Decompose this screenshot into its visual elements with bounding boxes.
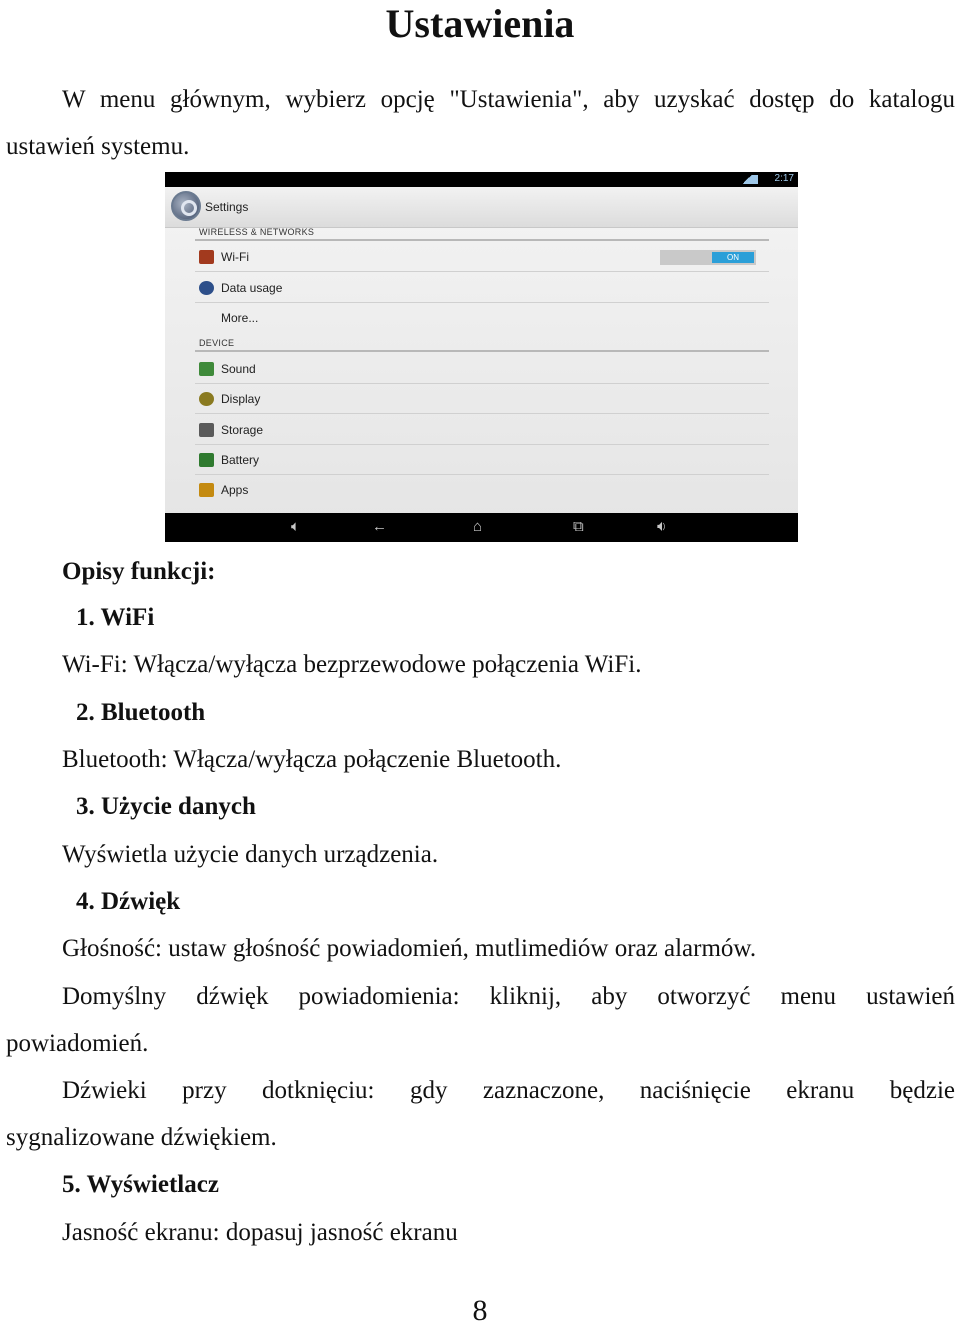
section-divider (195, 350, 769, 352)
settings-item-data-usage[interactable] (195, 273, 769, 303)
settings-item-more[interactable] (195, 303, 769, 333)
settings-item-apps[interactable] (195, 475, 769, 505)
section-1-title: 1. WiFi (76, 604, 155, 631)
settings-item-label: Battery (221, 453, 260, 467)
settings-item-label: Data usage (221, 281, 283, 295)
section-heading: Opisy funkcji: (62, 558, 216, 585)
section-divider (195, 239, 769, 241)
settings-item-label: Display (221, 392, 261, 406)
gear-icon (181, 200, 197, 216)
signal-icon (736, 175, 758, 184)
settings-item-label: Wi-Fi (221, 250, 249, 264)
section-device: DEVICE (199, 338, 235, 348)
wifi-icon (199, 250, 214, 264)
section-5-title: 5. Wyświetlacz (62, 1171, 219, 1198)
status-bar (165, 172, 798, 187)
section-4-title: 4. Dźwięk (76, 888, 181, 915)
section-2-title: 2. Bluetooth (76, 699, 206, 726)
intro-line-2: ustawień systemu. (6, 133, 190, 160)
section-4-text: Głośność: ustaw głośność powiadomień, mutlimediów oraz alarmów. (62, 935, 757, 962)
page-title: Ustawienia (385, 1, 575, 46)
settings-item-storage[interactable] (195, 415, 769, 445)
section-1-text: Wi-Fi: Włącza/wyłącza bezprzewodowe połączenia WiFi. (62, 651, 642, 678)
volume-up-icon[interactable]: 🔉︎ (657, 518, 667, 535)
section-2-text: Bluetooth: Włącza/wyłącza połączenie Bluetooth. (62, 746, 562, 773)
toggle-on-label: ON (712, 252, 754, 263)
action-bar-title: Settings (205, 200, 249, 214)
brightness-icon (199, 392, 214, 406)
storage-icon (199, 423, 214, 437)
section-5-text: Jasność ekranu: dopasuj jasność ekranu (62, 1219, 458, 1246)
row-divider (195, 413, 769, 414)
speaker-icon (199, 362, 214, 376)
section-wireless: WIRELESS & NETWORKS (199, 227, 315, 237)
settings-item-label: Sound (221, 362, 256, 376)
back-icon[interactable]: ← (372, 518, 387, 535)
data-usage-icon (199, 281, 214, 295)
action-bar (165, 187, 798, 228)
page-number: 8 (472, 1294, 488, 1327)
section-4-text-2-line-1: Domyślny dźwięk powiadomienia: kliknij, aby otworzyć menu ustawień (62, 983, 955, 1010)
settings-item-sound[interactable] (195, 354, 769, 384)
volume-down-icon[interactable]: 🔈︎ (291, 518, 301, 535)
settings-item-display[interactable] (195, 384, 769, 414)
wifi-toggle[interactable] (660, 250, 756, 265)
recent-apps-icon[interactable]: ⧉ (573, 518, 584, 535)
settings-item-battery[interactable] (195, 445, 769, 475)
settings-app-icon (171, 191, 201, 221)
section-4-text-2-line-2: powiadomień. (6, 1030, 149, 1057)
intro-line-1: W menu głównym, wybierz opcję "Ustawienia", aby uzyskać dostęp do katalogu (62, 86, 955, 113)
battery-icon (199, 453, 214, 467)
settings-item-label: Storage (221, 423, 264, 437)
row-divider (195, 271, 769, 272)
status-time: 2:17 (774, 173, 794, 184)
settings-screenshot (165, 172, 798, 542)
settings-item-label: Apps (221, 483, 249, 497)
section-4-text-3-line-1: Dźwieki przy dotknięciu: gdy zaznaczone, naciśnięcie ekranu będzie (62, 1077, 955, 1104)
navigation-bar (165, 513, 798, 542)
apps-icon (199, 483, 214, 497)
home-icon[interactable]: ⌂ (473, 518, 483, 535)
section-3-text: Wyświetla użycie danych urządzenia. (62, 841, 439, 868)
settings-item-label: More... (221, 311, 259, 325)
section-4-text-3-line-2: sygnalizowane dźwiękiem. (6, 1124, 277, 1151)
section-3-title: 3. Użycie danych (76, 793, 256, 820)
